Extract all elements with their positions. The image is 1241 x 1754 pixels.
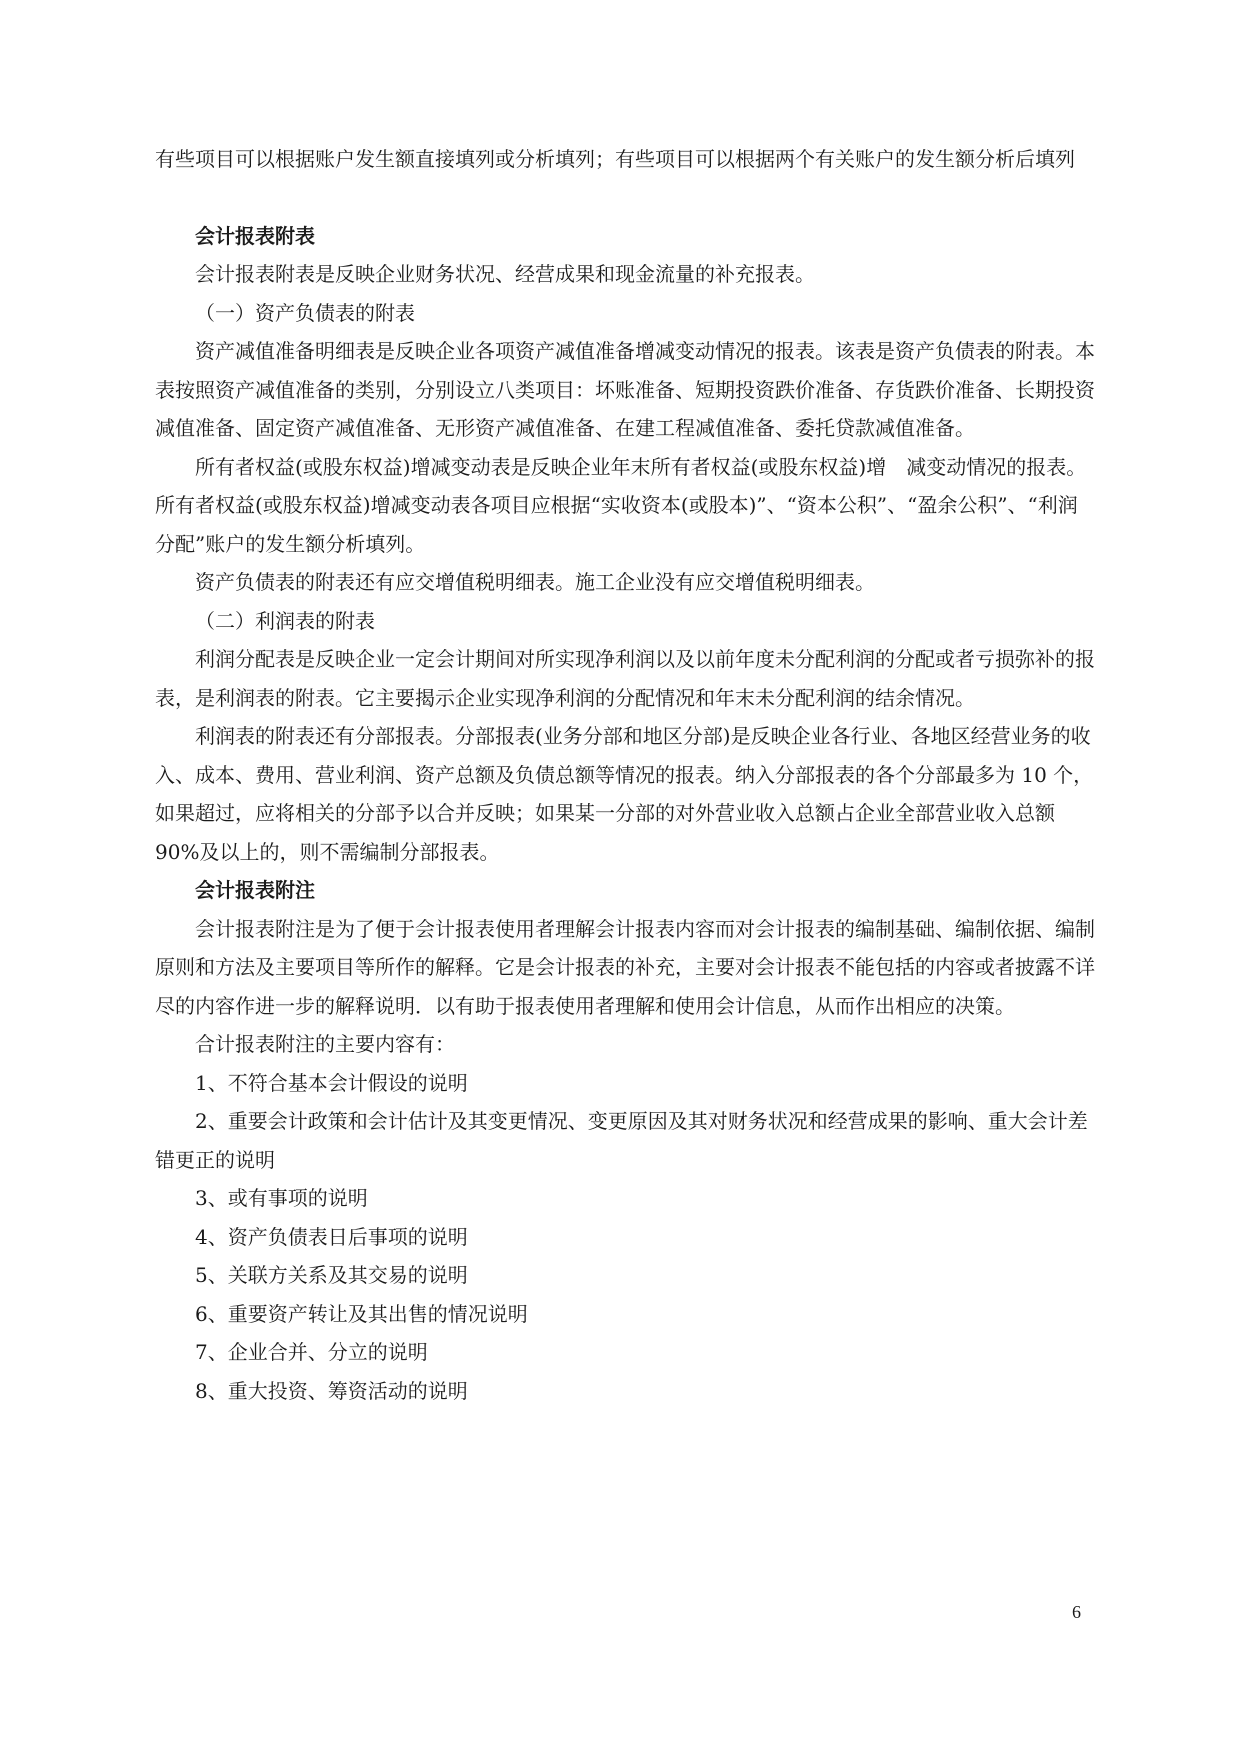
page-number: 6 [1072,1602,1081,1622]
section-heading-appendix-tables: 会计报表附表 [195,223,315,248]
spacer [155,179,1095,217]
paragraph-notes-main-content: 合计报表附注的主要内容有： [195,1032,455,1056]
paragraph-notes-definition: 会计报表附注是为了便于会计报表使用者理解会计报表内容而对会计报表的编制基础、编制依据、编制原则和方法及主要项目等所作的解释。它是会计报表的补充，主要对会计报表不能包括的内容或者披露不详尽的内容作进一步的解释说明．以有助于报表使用者理解和使用会计信息，从而作出相应的决策。 [155,916,1095,1018]
list-item: 2、重要会计政策和会计估计及其变更情况、变更原因及其对财务状况和经营成果的影响、重大会计差错更正的说明 [155,1109,1088,1172]
document-body [155,140,1095,1410]
section-heading-notes: 会计报表附注 [195,878,315,902]
paragraph-segment-report: 利润表的附表还有分部报表。分部报表(业务分部和地区分部)是反映企业各行业、各地区经营业务的收入、成本、费用、营业利润、资产总额及负债总额等情况的报表。纳入分部报表的各个分部最多为 10 个，如果超过，应将相关的分部予以合并反映；如果某一分部的对外营业收入总额占企业全部营业收入总额 90%及以上的，则不需编制分部报表。 [155,724,1094,864]
list-item: 6、重要资产转让及其出售的情况说明 [195,1301,528,1326]
subheading-balance-sheet-appendix: （一）资产负债表的附表 [195,300,415,325]
list-item: 3、或有事项的说明 [195,1186,368,1210]
list-item: 7、企业合并、分立的说明 [195,1340,428,1364]
paragraph-continuation: 有些项目可以根据账户发生额直接填列或分析填列；有些项目可以根据两个有关账户的发生额分析后填列 [155,147,1075,171]
paragraph-vat: 资产负债表的附表还有应交增值税明细表。施工企业没有应交增值税明细表。 [195,570,875,594]
list-item: 1、不符合基本会计假设的说明 [195,1070,468,1095]
list-item: 4、资产负债表日后事项的说明 [195,1224,468,1249]
paragraph-appendix-intro: 会计报表附表是反映企业财务状况、经营成果和现金流量的补充报表。 [195,262,815,286]
list-item: 8、重大投资、筹资活动的说明 [195,1378,468,1403]
paragraph-equity-changes: 所有者权益(或股东权益)增减变动表是反映企业年末所有者权益(或股东权益)增 减变动情况的报表。所有者权益(或股东权益)增减变动表各项目应根据“实收资本(或股本)”、“资本公积”、“盈余公积”、“利润分配”账户的发生额分析填列。 [155,454,1087,556]
list-item: 5、关联方关系及其交易的说明 [195,1263,468,1287]
subheading-income-statement-appendix: （二）利润表的附表 [195,608,375,633]
paragraph-profit-distribution: 利润分配表是反映企业一定会计期间对所实现净利润以及以前年度未分配利润的分配或者亏损弥补的报表，是利润表的附表。它主要揭示企业实现净利润的分配情况和年末未分配利润的结余情况。 [155,647,1095,710]
paragraph-asset-impairment: 资产减值准备明细表是反映企业各项资产减值准备增减变动情况的报表。该表是资产负债表的附表。本表按照资产减值准备的类别，分别设立八类项目：坏账准备、短期投资跌价准备、存货跌价准备、长期投资减值准备、固定资产减值准备、无形资产减值准备、在建工程减值准备、委托贷款减值准备。 [155,339,1095,440]
